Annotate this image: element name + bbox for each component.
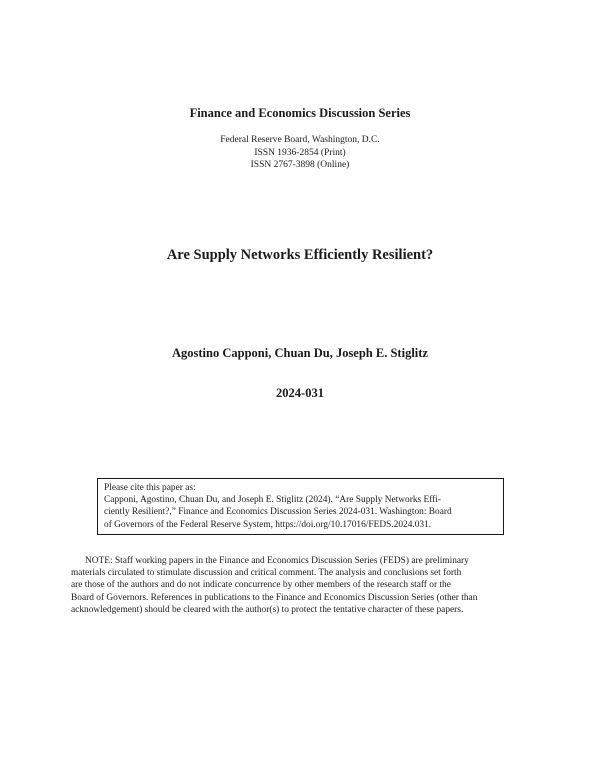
note-line: NOTE: Staff working papers in the Finance and Economics Discussion Series (FEDS) are preliminary [85,556,469,566]
paper-authors: Agostino Capponi, Chuan Du, Joseph E. Stiglitz [172,346,428,360]
publisher-name: Federal Reserve Board, Washington, D.C. [220,135,380,145]
citation-line: Capponi, Agostino, Chuan Du, and Joseph E. Stiglitz (2024). “Are Supply Networks Effi- [104,495,442,506]
disclaimer-note [71,555,533,616]
citation-line: ciently Resilient?,” Finance and Economics Discussion Series 2024-031. Washington: Board [104,507,452,518]
note-line: materials circulated to stimulate discussion and critical comment. The analysis and conclusions set forth [71,568,462,579]
issn-online: ISSN 2767-3898 (Online) [250,160,350,170]
publisher-info [0,134,600,172]
issn-print: ISSN 1936-2854 (Print) [254,147,346,158]
paper-number: 2024-031 [276,386,324,400]
citation-line: of Governors of the Federal Reserve System, https://doi.org/10.17016/FEDS.2024.031. [104,519,432,530]
note-line: Board of Governors. References in publications to the Finance and Economics Discussion Series (other than [71,592,478,603]
citation-heading: Please cite this paper as: [104,483,196,493]
note-line: are those of the authors and do not indicate concurrence by other members of the research staff or the [71,580,451,591]
note-line: acknowledgement) should be cleared with the author(s) to protect the tentative character of these papers. [71,604,464,615]
series-title: Finance and Economics Discussion Series [189,106,411,120]
citation-box [97,478,504,535]
paper-title: Are Supply Networks Efficiently Resilient? [166,247,434,263]
